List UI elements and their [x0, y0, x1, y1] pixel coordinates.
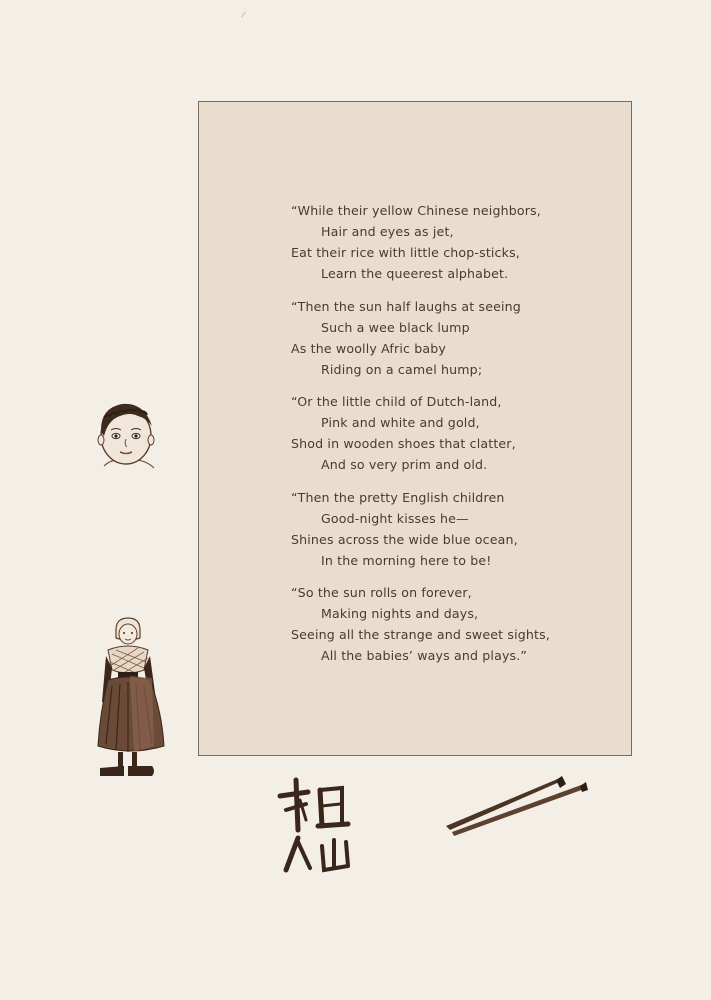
poem-line: Seeing all the strange and sweet sights,	[291, 627, 551, 642]
poem-line: Such a wee black lump	[321, 319, 470, 335]
poem-line: Good-night kisses he—	[321, 510, 469, 526]
stanza	[291, 487, 621, 571]
poem-line: “While their yellow Chinese neighbors,	[291, 203, 541, 218]
stanza	[291, 391, 621, 475]
poem-line: As the woolly Afric baby	[291, 340, 446, 356]
poem-line: “So the sun rolls on forever,	[291, 585, 472, 600]
stanza	[291, 296, 621, 380]
chinese-characters-seal	[276, 770, 354, 880]
child-face-illustration	[92, 396, 160, 476]
poem-line: “Then the sun half laughs at seeing	[291, 298, 521, 314]
poem-line: Riding on a camel hump;	[321, 361, 483, 377]
poem-line: Shod in wooden shoes that clatter,	[291, 436, 516, 451]
poem-line: And so very prim and old.	[321, 457, 488, 472]
poem-line: Pink and white and gold,	[321, 415, 480, 430]
poem	[291, 200, 621, 678]
dutch-girl-illustration	[94, 616, 170, 784]
poem-line: Eat their rice with little chop-sticks,	[291, 245, 520, 260]
stanza	[291, 582, 621, 666]
stanza	[291, 200, 621, 284]
poem-line: “Then the pretty English children	[291, 489, 505, 505]
poem-line: “Or the little child of Dutch-land,	[291, 394, 502, 409]
poem-line: Learn the queerest alphabet.	[321, 266, 509, 281]
poem-line: Shines across the wide blue ocean,	[291, 531, 518, 547]
poem-panel	[198, 101, 632, 756]
page-mark	[241, 11, 246, 17]
poem-line: Hair and eyes as jet,	[321, 224, 454, 239]
chopsticks-illustration	[444, 770, 590, 836]
poem-line: Making nights and days,	[321, 606, 479, 621]
poem-line: All the babies’ ways and plays.”	[321, 648, 528, 663]
poem-line: In the morning here to be!	[321, 552, 492, 568]
